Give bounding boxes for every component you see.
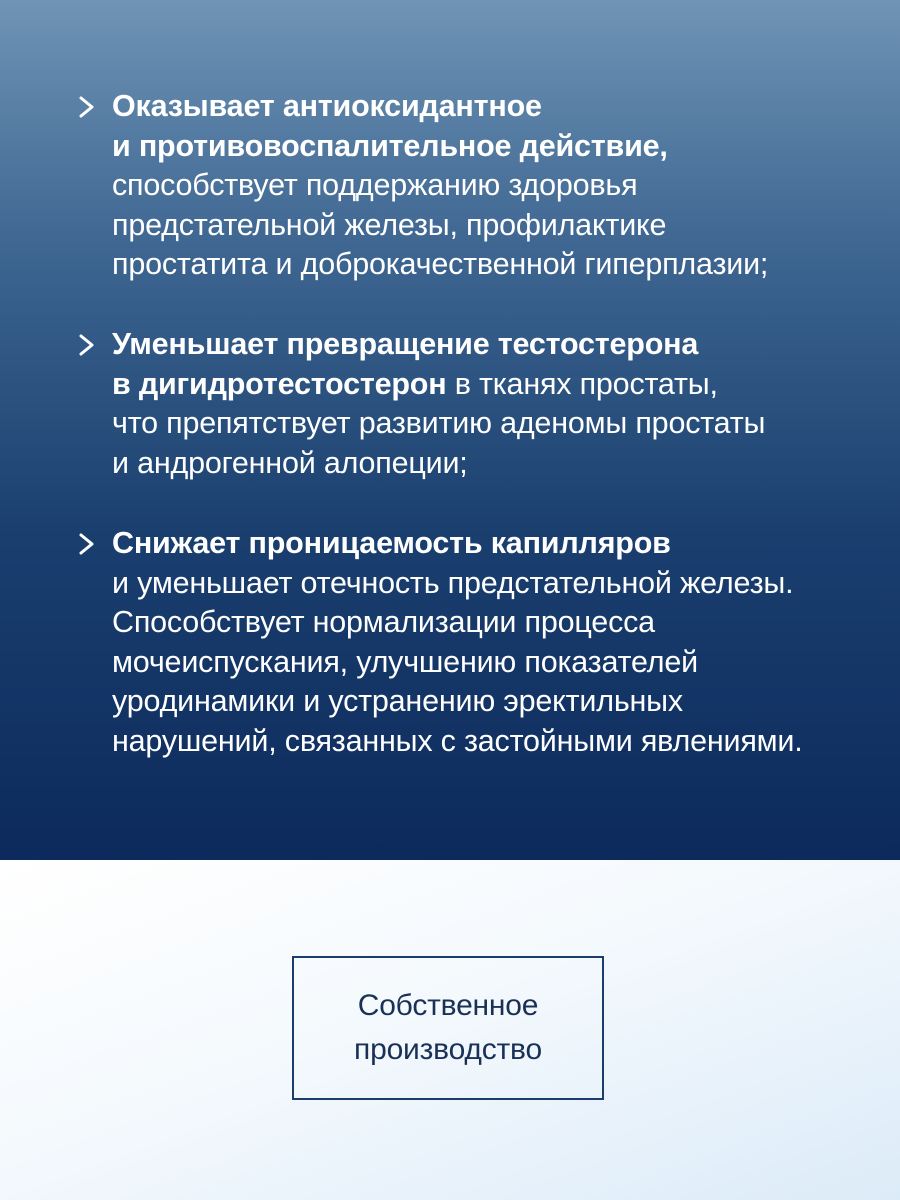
benefit-bold-line: Снижает проницаемость капилляров [112, 526, 671, 560]
benefit-bold-line: и противовоспалительное действие, [112, 128, 668, 163]
badge-line: Собственное [357, 989, 539, 1022]
benefit-mixed-line [112, 365, 856, 405]
benefit-description-line: нарушений, связанных с застойными явлениями. [112, 723, 803, 758]
benefit-description-line: Способствует нормализации процесса [112, 605, 655, 639]
benefit-item-capillaries [76, 524, 856, 761]
benefit-bold-line: Уменьшает превращение тестостерона [112, 327, 699, 361]
benefit-description-line: уродинамики и устранению эректильных [112, 684, 683, 718]
benefit-item-testosterone [76, 325, 856, 483]
benefit-text [112, 87, 856, 285]
benefit-description-line: что препятствует развитию аденомы простаты [112, 406, 766, 440]
chevron-right-icon [76, 334, 98, 356]
benefit-item-antioxidant [76, 87, 856, 285]
benefit-bold-phrase: в дигидротестостерон [112, 366, 447, 401]
benefit-description-line: и уменьшает отечность предстательной железы. [112, 565, 794, 600]
badge-line: производство [354, 1033, 542, 1066]
benefit-bold-line: Оказывает антиоксидантное [112, 89, 542, 123]
benefit-inline-description: в тканях простаты, [446, 366, 718, 401]
benefit-description-line: мочеиспускания, улучшению показателей [112, 644, 698, 679]
own-production-badge [292, 956, 604, 1100]
benefit-text [112, 524, 856, 761]
chevron-right-icon [76, 533, 98, 555]
chevron-right-icon [76, 96, 98, 118]
benefit-description-line: и андрогенной алопеции; [112, 445, 468, 480]
benefit-description-line: простатита и доброкачественной гиперплазии; [112, 247, 769, 281]
benefit-text [112, 325, 856, 483]
benefit-description-line: предстательной железы, профилактике [112, 207, 667, 242]
benefit-description-line: способствует поддержанию здоровья [112, 168, 638, 202]
